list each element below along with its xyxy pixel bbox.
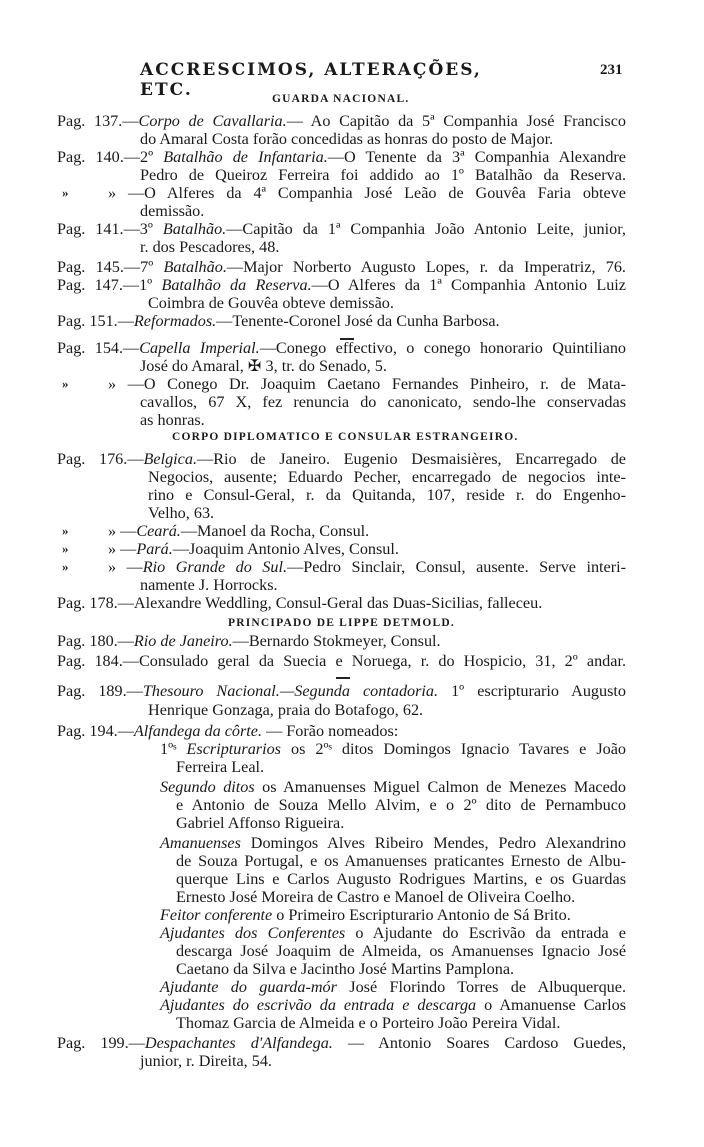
text-line [140,576,278,595]
italic-heading: Ceará. [136,522,181,540]
italic-heading: Batalhão da Reserva. [161,276,312,294]
text-run: 1ºˢ [160,740,187,758]
text-line [176,852,626,871]
text-line [57,652,626,671]
text-line [57,258,626,277]
italic-heading: Segundo ditos [160,778,255,796]
text-line [148,486,626,505]
text-run: descarga José Joaquim de Almeida, os Amanuenses Ignacio José [176,942,626,960]
text-line [108,558,626,577]
text-line [176,814,344,833]
text-run: demissão. [140,202,205,220]
text-line [140,1052,272,1071]
text-run: rino e Consul-Geral, r. da Quitanda, 107, reside r. do Engenho- [148,486,626,504]
text-run: Caetano da Silva e Jacintho José Martins Pamplona. [176,960,515,978]
text-run: Pag. 145.—7º [57,258,164,276]
italic-heading: Capella Imperial. [139,339,260,357]
text-run: » —O Alferes da 4ª Companhia José Leão de Gouvêa Faria obteve [108,184,626,202]
text-line [57,682,626,701]
text-line [108,375,626,394]
ditto-mark: » [62,559,69,574]
text-line [108,540,399,559]
text-run: Ernesto José Moreira de Castro e Manoel de Oliveira Coelho. [176,888,576,906]
text-line [160,924,626,943]
text-run: — Ao Capitão da 5ª Companhia José Francisco [286,112,626,130]
text-line [57,1034,626,1053]
text-run: Pag. 141.—3º [57,220,163,238]
text-run: Pag. 151.— [57,312,134,330]
italic-heading: Reformados. [133,312,217,330]
text-run: querque Lins e Carlos Augusto Rodrigues Martins, e os Guardas [176,870,626,888]
italic-heading: Belgica. [143,450,198,468]
text-line [140,238,279,257]
text-line [57,339,626,358]
text-run: José Florindo Torres de Albuquerque. [336,978,626,996]
separator-rule [336,677,350,679]
section-heading-guarda-nacional: GUARDA NACIONAL. [272,93,410,105]
text-run: Coimbra de Gouvêa obteve demissão. [148,294,394,312]
text-line [160,778,626,797]
text-run: de Souza Portugal, e os Amanuenses praticantes Ernesto de Albu- [176,852,626,870]
text-run: —Capitão da 1ª Companhia João Antonio Leite, junior, [226,220,626,238]
ditto-mark: » [62,376,69,391]
text-line [108,522,369,541]
text-run: namente J. Horrocks. [140,576,278,594]
italic-heading: Amanuenses [160,834,241,852]
text-line [176,870,626,889]
italic-heading: Corpo de Cavallaria. [138,112,287,130]
text-line [57,148,626,167]
italic-heading: Despachantes d'Alfandega. [144,1034,333,1052]
text-run: Ferreira Leal. [176,758,265,776]
text-run: » — [108,558,143,576]
text-line [176,758,264,777]
text-line [176,942,626,961]
ditto-mark: » [62,523,69,538]
text-run: os 2ºˢ ditos Domingos Ignacio Tavares e João [281,740,626,758]
text-run: —Major Norberto Augusto Lopes, r. da Imperatriz, 76. [226,258,626,276]
italic-heading: Thesouro Nacional.—Segunda contadoria. [142,682,439,700]
text-line [140,411,205,430]
text-run: o Ajudante do Escrivão da entrada e [345,924,626,942]
text-line [140,166,626,185]
ditto-mark: » [62,185,69,200]
text-line [160,740,626,759]
text-run: —Bernardo Stokmeyer, Consul. [232,632,441,650]
text-run: Pag. 199.— [57,1034,145,1052]
text-run: Pag. 180.— [57,632,134,650]
text-run: —O Tenente da 3ª Companhia Alexandre [327,148,626,166]
text-run: —Joaquim Antonio Alves, Consul. [172,540,399,558]
text-line [57,112,626,131]
text-run: Pag. 140.—2º [57,148,164,166]
text-run: Velho, 63. [148,504,215,522]
running-header: ACCRESCIMOS, ALTERAÇÕES, ETC. [140,60,482,100]
italic-heading: Batalhão. [162,220,227,238]
italic-heading: Pará. [136,540,173,558]
text-run: —Pedro Sinclair, Consul, ausente. Serve interi- [287,558,626,576]
text-run: r. dos Pescadores, 48. [140,238,280,256]
text-run: Negocios, ausente; Eduardo Pecher, encarregado de negocios inte- [148,468,626,486]
text-run: cavallos, 67 X, fez renuncia do canonicato, sendo-lhe conservadas [140,393,626,411]
italic-heading: Batalhão de Infantaria. [163,148,328,166]
text-line [57,594,542,613]
text-line [160,996,626,1015]
text-run: e Antonio de Souza Mello Alvim, e o 2º dito de Pernambuco [176,796,626,814]
text-run: o Amanuense Carlos [476,996,626,1014]
text-run: Pedro de Queiroz Ferreira foi addido ao 1º Batalhão da Reserva. [140,166,626,184]
text-run: » —O Conego Dr. Joaquim Caetano Fernandes Pinheiro, r. de Mata- [108,375,626,393]
text-line [57,450,626,469]
text-line [140,130,553,149]
text-line [160,834,626,853]
text-run: Pag. 147.—1º [57,276,162,294]
text-line [57,220,626,239]
text-line [57,276,626,295]
text-line [160,978,626,997]
text-run: » — [108,540,137,558]
text-run: Domingos Alves Ribeiro Mendes, Pedro Alexandrino [240,834,626,852]
text-run: as honras. [140,411,205,429]
italic-heading: Rio Grande do Sul. [142,558,288,576]
text-line [140,202,204,221]
text-run: Pag. 154.— [57,339,140,357]
text-run: —Tenente-Coronel José da Cunha Barbosa. [216,312,500,330]
italic-heading: Batalhão. [163,258,227,276]
text-run: junior, r. Direita, 54. [140,1052,272,1070]
text-run: o Primeiro Escripturario Antonio de Sá Brito. [272,906,571,924]
text-line [140,393,626,412]
text-line [57,632,441,651]
section-heading-lippe-detmold: PRINCIPADO DE LIPPE DETMOLD. [228,617,455,629]
text-run: do Amaral Costa forão concedidas as honras do posto de Major. [140,130,554,148]
text-line [148,504,214,523]
text-run: Pag. 184.—Consulado geral da Suecia e Noruega, r. do Hospicio, 31, 2º andar. [57,652,626,670]
text-run: Pag. 178.—Alexandre Weddling, Consul-Geral das Duas-Sicilias, falleceu. [57,594,543,612]
page-number: 231 [600,62,623,78]
text-line [176,888,575,907]
text-run: 1º escripturario Augusto [438,682,626,700]
text-line [176,960,514,979]
italic-heading: Ajudante do guarda-mór [160,978,337,996]
text-line [57,312,500,331]
text-run: Pag. 194.— [57,722,134,740]
text-run: Henrique Gonzaga, praia do Botafogo, 62. [148,701,424,719]
text-line [148,294,394,313]
text-run: Pag. 189.— [57,682,143,700]
italic-heading: Alfandega da côrte. [133,722,263,740]
text-run: — Antonio Soares Cardoso Guedes, [332,1034,627,1052]
text-line [160,906,571,925]
ditto-mark: » [62,541,69,556]
text-run: —Manoel da Rocha, Consul. [180,522,370,540]
text-run: Pag. 137.— [57,112,139,130]
text-run: Pag. 176.— [57,450,144,468]
italic-heading: Feitor conferente [160,906,273,924]
text-run: —Rio de Janeiro. Eugenio Desmaisières, Encarregado de [197,450,626,468]
text-run: Thomaz Garcia de Almeida e o Porteiro João Pereira Vidal. [176,1014,561,1032]
text-line [140,357,387,376]
section-heading-corpo-diplomatico: CORPO DIPLOMATICO E CONSULAR ESTRANGEIRO. [172,431,519,443]
text-line [108,184,626,203]
text-line [176,796,626,815]
text-line [176,1014,560,1033]
italic-heading: Rio de Janeiro. [133,632,233,650]
text-run: » — [108,522,137,540]
text-run: —Conego effectivo, o conego honorario Quintiliano [259,339,627,357]
text-run: Gabriel Affonso Rigueira. [176,814,345,832]
text-run: —O Alferes da 1ª Companhia Antonio Luiz [311,276,626,294]
text-run: José do Amaral, ✠ 3, tr. do Senado, 5. [140,357,387,375]
italic-heading: Escripturarios [186,740,281,758]
text-line [148,701,423,720]
italic-heading: Ajudantes do escrivão da entrada e descarga [160,996,477,1014]
text-run: — Forão nomeados: [262,722,399,740]
text-line [57,722,398,741]
text-line [148,468,626,487]
text-run: os Amanuenses Miguel Calmon de Menezes Macedo [254,778,626,796]
italic-heading: Ajudantes dos Conferentes [160,924,346,942]
